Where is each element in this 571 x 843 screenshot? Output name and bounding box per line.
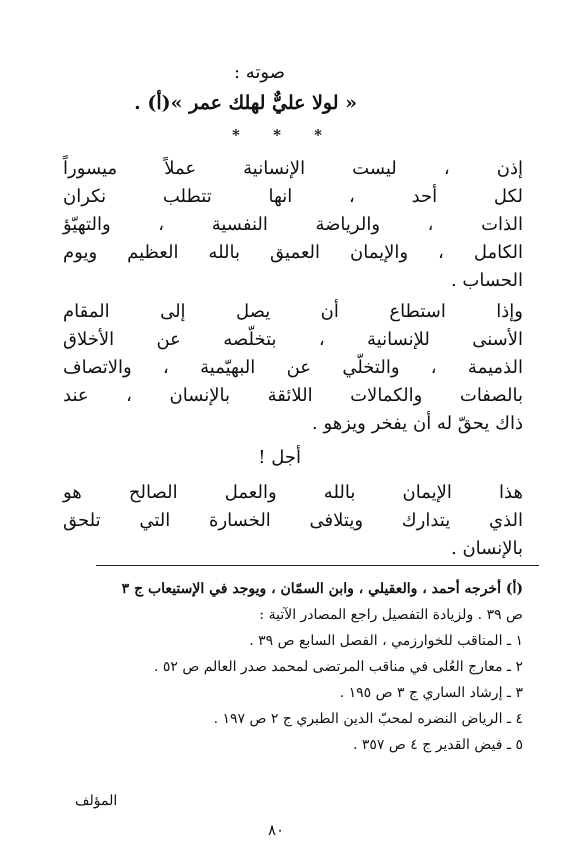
intro-text: صوته : [233,62,285,83]
paragraph-line: هذا الإيمان بالله والعمل الصالح هو [63,482,523,503]
footnote-line: ٥ ـ فيض القدير ج ٤ ص ٣٥٧ . [352,737,523,753]
section-separator: * * * [232,126,336,144]
exclamation-text: أجل ! [258,447,301,468]
paragraph-line: الذميمة ، والتخلّي عن البهيّمية ، والاتصاف [63,357,523,378]
paragraph-3 [63,479,523,563]
paragraph-1 [63,155,523,295]
footnote-line: ٣ ـ إرشاد الساري ج ٣ ص ١٩٥ . [339,685,523,701]
paragraph-line: بالإنسان . [451,538,523,559]
paragraph-line: وإذا استطاع أن يصل إلى المقام [63,301,523,322]
author-signature: المؤلف [75,793,118,809]
footnote-line: ٤ ـ الرياض النضره لمحبّ الدين الطبري ج ٢ ص ١٩٧ . [213,711,523,727]
footnotes [61,576,523,758]
paragraph-line: لكل أحد ، انها تتطلب نكران [63,186,523,207]
footnote-line: (أ) أخرجه أحمد ، والعقيلي ، وابن السمّان ، ويوجد في الإستيعاب ج ٣ [121,581,523,597]
paragraph-line: الذات ، والرياضة النفسية ، والتهيّؤ [63,214,523,235]
footnote-line: ص ٣٩ . ولزيادة التفصيل راجع المصادر الآتية : [259,607,523,623]
paragraph-line: الحساب . [450,270,523,291]
paragraph-line: بالصفات والكمالات اللائقة بالإنسان ، عند [63,385,523,406]
footnote-divider [96,565,539,566]
page-number: ٨٠ [268,821,285,839]
footnote-line: ١ ـ المناقب للخوارزمي ، الفصل السابع ص ٣٩ . [249,633,523,649]
paragraph-line: الأسنى للإنسانية ، بتخلّصه عن الأخلاق [63,329,523,350]
paragraph-line: ذاك يحقّ له أن يفخر ويزهو . [312,413,523,434]
paragraph-line: إذن ، ليست الإنسانية عملاً ميسوراً [63,158,523,179]
paragraph-2 [63,298,523,438]
paragraph-line: الذي يتدارك ويتلافى الخسارة التي تلحق [63,510,523,531]
paragraph-line: الكامل ، والإيمان العميق بالله العظيم ويوم [63,242,523,263]
footnote-line: ٢ ـ معارج العُلى في مناقب المرتضى لمحمد صدر العالم ص ٥٢ . [153,659,523,675]
quote-line: « لولا عليٌّ لهلك عمر »(أ) . [134,92,357,114]
